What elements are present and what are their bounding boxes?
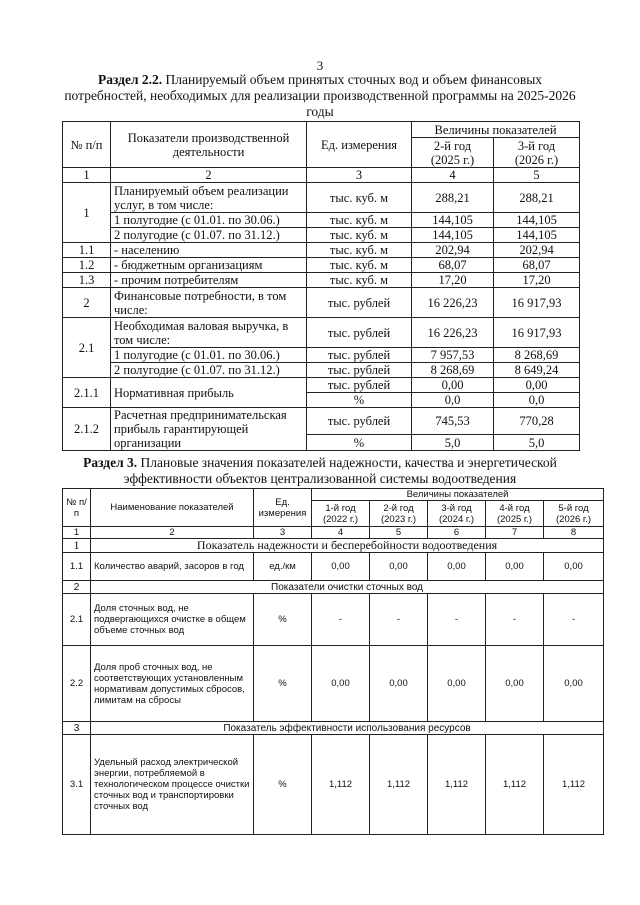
section-2-2-title (60, 72, 580, 120)
row-value: - (312, 594, 370, 646)
header-year: 4-й год (2025 г.) (486, 501, 544, 527)
header-year: 3-й год (2024 г.) (428, 501, 486, 527)
row-name: - прочим потребителям (111, 273, 307, 288)
row-name: Нормативная прибыль (111, 378, 307, 408)
row-value: 288,21 (412, 183, 494, 213)
row-value: 1,112 (486, 735, 544, 835)
colnum: 4 (412, 168, 494, 183)
colnum: 6 (428, 527, 486, 539)
row-value: 202,94 (412, 243, 494, 258)
row-num: 2.1.2 (63, 408, 111, 451)
row-value: 1,112 (312, 735, 370, 835)
header-year-2025: 2-й год (2025 г.) (412, 138, 494, 168)
row-value: 0,00 (486, 646, 544, 722)
row-unit: ед./км (254, 553, 312, 581)
colnum: 1 (63, 527, 91, 539)
row-name: Планируемый объем реализации услуг, в том числе: (111, 183, 307, 213)
row-name: Удельный расход электрической энергии, потребляемой в технологическом процессе очистки сточных вод и транспортировки сточных вод (91, 735, 254, 835)
row-name: 1 полугодие (с 01.01. по 30.06.) (111, 213, 307, 228)
row-value: - (428, 594, 486, 646)
header-num: № п/п (63, 122, 111, 168)
row-value: 144,105 (412, 228, 494, 243)
group-title: Показатели очистки сточных вод (91, 581, 604, 594)
row-value: 144,105 (494, 228, 580, 243)
row-value: 0,00 (428, 553, 486, 581)
row-unit: % (254, 646, 312, 722)
colnum: 2 (91, 527, 254, 539)
row-name: Количество аварий, засоров в год (91, 553, 254, 581)
header-values: Величины показателей (412, 122, 580, 138)
row-value: 0,00 (370, 553, 428, 581)
header-num: № п/п (63, 489, 91, 527)
row-value: 0,00 (428, 646, 486, 722)
row-value: - (544, 594, 604, 646)
row-value: 17,20 (494, 273, 580, 288)
row-name: 2 полугодие (с 01.07. по 31.12.) (111, 363, 307, 378)
row-value: 0,0 (412, 393, 494, 408)
row-name: Расчетная предпринимательская прибыль гарантирующей организации (111, 408, 307, 451)
row-value: 0,00 (544, 553, 604, 581)
row-value: 16 917,93 (494, 288, 580, 318)
row-value: 8 268,69 (494, 348, 580, 363)
row-num: 2 (63, 288, 111, 318)
row-unit: тыс. рублей (307, 408, 412, 435)
header-unit: Ед. измерения (254, 489, 312, 527)
row-value: 5,0 (494, 435, 580, 451)
header-year: 5-й год (2026 г.) (544, 501, 604, 527)
group-num: 2 (63, 581, 91, 594)
row-unit: % (307, 435, 412, 451)
row-unit: тыс. куб. м (307, 228, 412, 243)
row-value: 8 649,24 (494, 363, 580, 378)
row-num: 2.1.1 (63, 378, 111, 408)
reliability-indicators-table (62, 488, 604, 835)
row-value: 1,112 (370, 735, 428, 835)
row-unit: тыс. куб. м (307, 213, 412, 228)
row-value: 0,00 (494, 378, 580, 393)
header-indicators: Показатели производственной деятельности (111, 122, 307, 168)
colnum: 5 (494, 168, 580, 183)
row-value: 0,00 (486, 553, 544, 581)
row-value: 745,53 (412, 408, 494, 435)
row-name: Необходимая валовая выручка, в том числе: (111, 318, 307, 348)
row-unit: тыс. куб. м (307, 273, 412, 288)
colnum: 4 (312, 527, 370, 539)
row-num: 2.2 (63, 646, 91, 722)
row-value: 0,00 (312, 646, 370, 722)
row-value: 16 917,93 (494, 318, 580, 348)
row-value: 5,0 (412, 435, 494, 451)
row-num: 1 (63, 183, 111, 243)
row-name: 2 полугодие (с 01.07. по 31.12.) (111, 228, 307, 243)
row-value: 144,105 (412, 213, 494, 228)
section-2-2-title-text: Планируемый объем принятых сточных вод и объем финансовых потребностей, необходимых для реализации производственной программы на 2025-2026 годы (64, 72, 576, 119)
row-unit: тыс. куб. м (307, 258, 412, 273)
section-3-title (60, 455, 580, 487)
row-unit: % (254, 735, 312, 835)
row-unit: тыс. куб. м (307, 183, 412, 213)
row-value: 0,00 (544, 646, 604, 722)
row-name: Доля проб сточных вод, не соответствующих установленным нормативам допустимых сбросов, лимитам на сбросы (91, 646, 254, 722)
header-values: Величины показателей (312, 489, 604, 501)
row-num: 3.1 (63, 735, 91, 835)
row-num: 1.2 (63, 258, 111, 273)
row-value: 8 268,69 (412, 363, 494, 378)
row-num: 2.1 (63, 318, 111, 378)
row-value: 202,94 (494, 243, 580, 258)
header-unit: Ед. измерения (307, 122, 412, 168)
row-value: 1,112 (428, 735, 486, 835)
row-value: 17,20 (412, 273, 494, 288)
row-name: - бюджетным организациям (111, 258, 307, 273)
row-num: 1.1 (63, 243, 111, 258)
row-value: 68,07 (412, 258, 494, 273)
row-unit: тыс. рублей (307, 318, 412, 348)
header-year: 1-й год (2022 г.) (312, 501, 370, 527)
row-num: 2.1 (63, 594, 91, 646)
row-unit: тыс. куб. м (307, 243, 412, 258)
row-value: 0,00 (370, 646, 428, 722)
header-year: 2-й год (2023 г.) (370, 501, 428, 527)
row-unit: тыс. рублей (307, 363, 412, 378)
row-unit: тыс. рублей (307, 348, 412, 363)
row-value: 16 226,23 (412, 288, 494, 318)
group-title: Показатель надежности и бесперебойности водоотведения (91, 539, 604, 553)
row-value: 144,105 (494, 213, 580, 228)
colnum: 2 (111, 168, 307, 183)
group-title: Показатель эффективности использования ресурсов (91, 722, 604, 735)
row-value: 288,21 (494, 183, 580, 213)
row-name: - населению (111, 243, 307, 258)
row-name: Доля сточных вод, не подвергающихся очистке в общем объеме сточных вод (91, 594, 254, 646)
section-3-title-bold: Раздел 3. (83, 455, 138, 470)
row-unit: тыс. рублей (307, 378, 412, 393)
section-3-title-text: Плановые значения показателей надежности, качества и энергетической эффективности объектов централизованной системы водоотведения (123, 455, 557, 486)
colnum: 7 (486, 527, 544, 539)
row-num: 1.3 (63, 273, 111, 288)
row-value: 16 226,23 (412, 318, 494, 348)
row-value: 1,112 (544, 735, 604, 835)
row-name: 1 полугодие (с 01.01. по 30.06.) (111, 348, 307, 363)
row-value: - (486, 594, 544, 646)
section-2-2-title-bold: Раздел 2.2. (97, 72, 163, 87)
row-unit: тыс. рублей (307, 288, 412, 318)
row-value: 0,0 (494, 393, 580, 408)
header-year-2026: 3-й год (2026 г.) (494, 138, 580, 168)
page-number: 3 (316, 58, 324, 73)
row-value: - (370, 594, 428, 646)
row-value: 770,28 (494, 408, 580, 435)
row-value: 68,07 (494, 258, 580, 273)
colnum: 3 (254, 527, 312, 539)
row-value: 7 957,53 (412, 348, 494, 363)
group-num: 3 (63, 722, 91, 735)
row-unit: % (254, 594, 312, 646)
colnum: 1 (63, 168, 111, 183)
row-value: 0,00 (312, 553, 370, 581)
colnum: 3 (307, 168, 412, 183)
colnum: 5 (370, 527, 428, 539)
row-name: Финансовые потребности, в том числе: (111, 288, 307, 318)
group-num: 1 (63, 539, 91, 553)
colnum: 8 (544, 527, 604, 539)
row-value: 0,00 (412, 378, 494, 393)
row-num: 1.1 (63, 553, 91, 581)
header-name: Наименование показателей (91, 489, 254, 527)
production-program-table (62, 121, 580, 451)
row-unit: % (307, 393, 412, 408)
